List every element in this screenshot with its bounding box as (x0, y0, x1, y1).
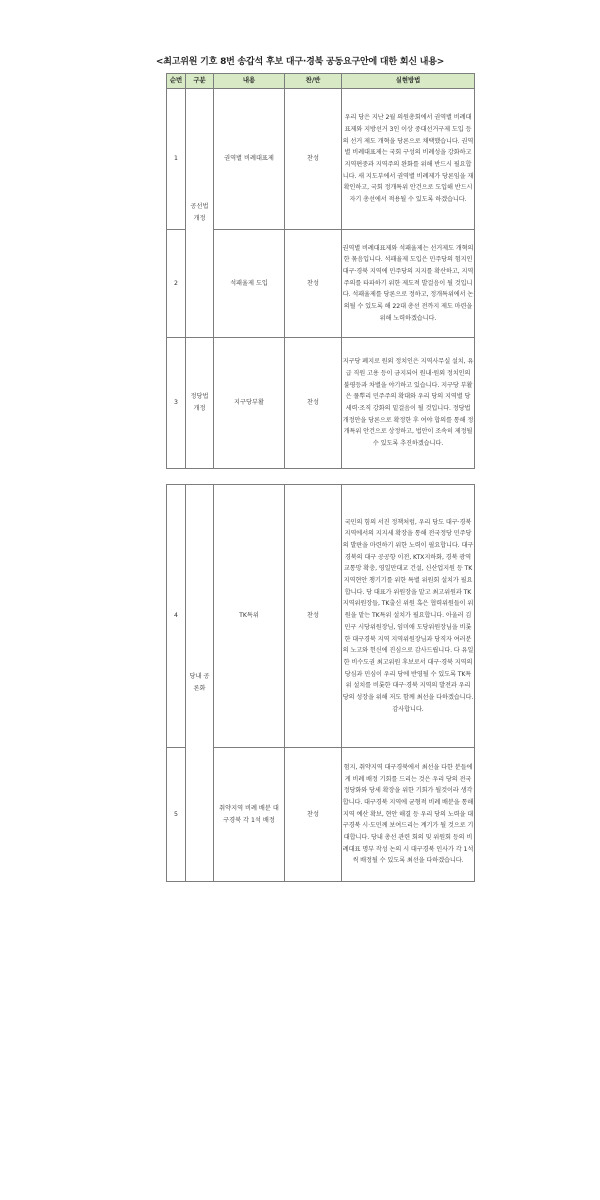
table-row (167, 485, 475, 748)
response-table-part-1 (166, 73, 475, 469)
content-cell: 권역별 비례대표제 (214, 89, 285, 230)
header-no: 순번 (167, 74, 186, 89)
header-vote: 찬/반 (285, 74, 342, 89)
header-category: 구분 (186, 74, 214, 89)
plan-text: 국민의 힘의 서진 정책처럼, 우리 당도 대구·경북 지역에서의 지지세 확장을 통해 전국정당 민주당의 발판을 마련하기 위한 노력이 필요합니다. 대구경북의 대구 공공항 이전, KTX지하화, 경북 광역 교통망 확충, 영일만대교 건설, 신산업지원 등 TK 지역현안 챙기기를 위한 특별 위원회 설치가 필요합니다. 당 대표가 위원장을 맡고 최고위원과 TK 지역위원장들, TK출신 위원 혹은 협력위원들이 위원을 맡는 TK특위 설치가 필요합니다. 아울러 김민구 시당위원장님, 임미애 도당위원장님을 비롯한 대구경북 지역 지역위원장님과 당직자 여러분의 노고와 헌신에 진심으로 감사드립니다. 다 유일한 비수도권 최고위원 후보로서 대구·경북 지역의 당심과 민심이 우리 당에 반영될 수 있도록 TK특위 설치를 비롯한 대구·경북 지역의 발전과 우리 당의 성장을 위해 저도 함께 최선을 다하겠습니다. 감사합니다. (342, 518, 474, 713)
category-cell: 당내 공론화 (186, 485, 214, 882)
plan-cell (342, 230, 475, 338)
vote-cell: 찬성 (285, 338, 342, 469)
table-row (167, 230, 475, 338)
document-title: <최고위원 기호 8번 송갑석 후보 대구·경북 공동요구안에 대한 회신 내용> (155, 57, 445, 67)
row-number: 3 (167, 338, 186, 469)
row-number: 1 (167, 89, 186, 230)
header-content: 내용 (214, 74, 285, 89)
category-cell: 정당법 개정 (186, 338, 214, 469)
content-cell: 지구당부활 (214, 338, 285, 469)
table-row (167, 338, 475, 469)
plan-cell (342, 338, 475, 469)
content-cell: 취약지역 비례 배분 대구경북 각 1석 배정 (214, 748, 285, 882)
plan-text: 우리 당은 지난 2월 의원총회에서 권역별 비례대표제와 지방선거 3인 이상 중대선거구제 도입 등의 선거 제도 개혁을 당론으로 채택했습니다. 권역별 비례대표제는 국회 구성의 비례성을 강화하고 지역편중과 지역주의 완화를 위해 반드시 필요합니다. 새 지도부에서 권역별 비례제가 당론임을 재확인하고, 국회 정개특위 안건으로 도입해 반드시 자기 총선에서 적용될 수 있도록 하겠습니다. (342, 114, 474, 204)
category-cell: 공선법 개정 (186, 89, 214, 338)
table-row (167, 89, 475, 230)
vote-cell: 찬성 (285, 230, 342, 338)
table-header-row (167, 74, 475, 89)
plan-cell (342, 485, 475, 748)
header-plan: 실현방법 (342, 74, 475, 89)
row-number: 5 (167, 748, 186, 882)
content-cell: TK특위 (214, 485, 285, 748)
vote-cell: 찬성 (285, 89, 342, 230)
plan-text: 권역별 비례대표제와 석패율제는 선거제도 개혁의 한 묶음입니다. 석패율제 도입은 민주당의 험지인 대구·경북 지역에 민주당의 지지를 확산하고, 지역주의를 타파하기 위한 제도적 발걸음이 될 것입니다. 석패율제를 당론으로 정하고, 정개특위에서 논의될 수 있도록 해 22대 총선 전까지 제도 마련을 위해 노력하겠습니다. (342, 244, 474, 322)
vote-cell: 찬성 (285, 748, 342, 882)
plan-cell (342, 89, 475, 230)
plan-cell (342, 748, 475, 882)
row-number: 4 (167, 485, 186, 748)
content-cell: 석패율제 도입 (214, 230, 285, 338)
response-table-part-2 (166, 484, 475, 882)
vote-cell: 찬성 (285, 485, 342, 748)
table-row (167, 748, 475, 882)
plan-text: 험지, 취약지역 대구경북에서 최선을 다한 분들에게 비례 배정 기회를 드리는 것은 우리 당의 전국정당화와 당세 확장을 위한 기회가 될것이라 생각합니다. 대구경북 지역에 균형적 비례 배분을 통해 지역 예산 확보, 현안 해결 등 우리 당의 노력을 대구경북 시·도민께 보여드리는 계기가 될 것으로 기대합니다. 당내 총선 관련 회의 및 위원회 등의 비례대표 명부 작성 논의 시 대구경북 인사가 각 1석씩 배정될 수 있도록 최선을 다하겠습니다. (342, 763, 474, 865)
plan-text: 지구당 폐지로 원외 정치인은 지역사무실 설치, 유급 직원 고용 등이 금지되어 원내·원외 정치인의 불평등과 차별을 야기하고 있습니다. 지구당 부활은 풀뿌리 민주주의 확대와 우리 당의 지역별 당 세력·조직 강화의 밑걸음이 될 것입니다. 정당법 개정안을 당론으로 확정한 후 여야 합의를 통해 정개특위 안건으로 상정하고, 법안이 조속히 제정될 수 있도록 추진하겠습니다. (342, 358, 474, 448)
row-number: 2 (167, 230, 186, 338)
